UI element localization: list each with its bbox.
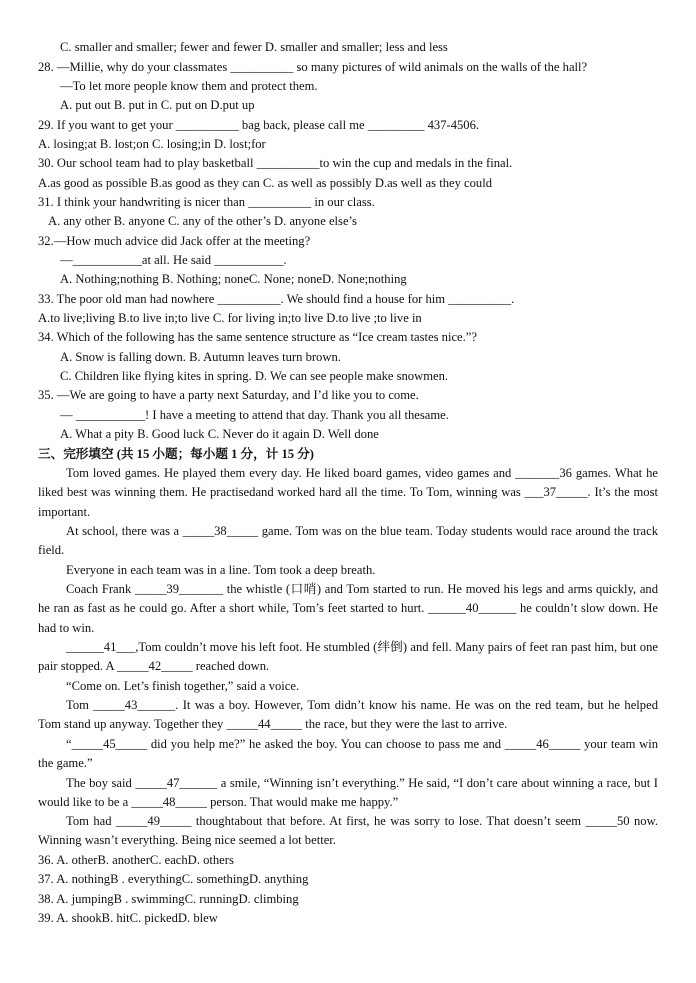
passage-paragraph-3: Everyone in each team was in a line. Tom took a deep breath. — [66, 563, 376, 577]
question-33: 33. The poor old man had nowhere __________. We should find a house for him __________. — [38, 292, 515, 306]
question-28: 28. —Millie, why do your classmates __________ so many pictures of wild animals on the walls of the hall? — [38, 60, 588, 74]
question-39-options: 39. A. shookB. hitC. pickedD. blew — [38, 911, 218, 925]
question-31: 31. I think your handwriting is nicer than __________ in our class. — [38, 195, 375, 209]
passage-paragraph-4: Coach Frank _____39_______ the whistle (口哨) and Tom started to run. He moved his legs and arms quickly, and he ran as fast as he could go. After a short while, Tom’s feet started to hurt. ______40______ he couldn’t slow down. He had to win. — [38, 582, 658, 635]
question-33-options: A.to live;living B.to live in;to live C. for living in;to live D.to live ;to live in — [38, 311, 422, 325]
question-35-options: A. What a pity B. Good luck C. Never do it again D. Well done — [60, 427, 379, 441]
question-35: 35. —We are going to have a party next Saturday, and I’d like you to come. — [38, 388, 419, 402]
passage-paragraph-10: Tom had _____49_____ thoughtabout that before. At first, he was sorry to lose. That doesn’t seem _____50 now. Winning wasn’t everything. Being nice seemed a lot better. — [38, 814, 658, 848]
passage-paragraph-2: At school, there was a _____38_____ game. Tom was on the blue team. Today students would race around the track field. — [38, 524, 658, 558]
question-38-options: 38. A. jumpingB . swimmingC. runningD. climbing — [38, 892, 299, 906]
passage-paragraph-7: Tom _____43______. It was a boy. However, Tom didn’t know his name. He was on the red team, but he helped Tom stand up anyway. Together they _____44_____ the race, but they were the last to arrive. — [38, 698, 658, 732]
question-32-reply: —___________at all. He said ___________. — [60, 253, 287, 267]
question-37-options: 37. A. nothingB . everythingC. somethingD. anything — [38, 872, 309, 886]
question-32: 32.—How much advice did Jack offer at the meeting? — [38, 234, 311, 248]
question-36-options: 36. A. otherB. anotherC. eachD. others — [38, 853, 234, 867]
passage-paragraph-6: “Come on. Let’s finish together,” said a voice. — [66, 679, 300, 693]
passage-paragraph-9: The boy said _____47______ a smile, “Winning isn’t everything.” He said, “I don’t care about winning a race, but I would like to be a _____48_____ person. That would make me happy.” — [38, 776, 658, 810]
question-29-options: A. losing;at B. lost;on C. losing;in D. lost;for — [38, 137, 266, 151]
question-31-options: A. any other B. anyone C. any of the other’s D. anyone else’s — [48, 214, 357, 228]
section-heading: 三、完形填空 (共 15 小题；每小题 1 分，计 15 分) — [38, 447, 315, 461]
question-32-options: A. Nothing;nothing B. Nothing; noneC. None; noneD. None;nothing — [60, 272, 407, 286]
question-30: 30. Our school team had to play basketball __________to win the cup and medals in the final. — [38, 156, 513, 170]
question-28-options: A. put out B. put in C. put on D.put up — [60, 98, 255, 112]
passage-paragraph-5: ______41___,Tom couldn’t move his left foot. He stumbled (绊倒) and fell. Many pairs of feet ran past him, but one pair stopped. A _____42_____ reached down. — [38, 640, 658, 674]
question-29: 29. If you want to get your __________ bag back, please call me _________ 437-4506. — [38, 118, 480, 132]
question-34-options-cd: C. Children like flying kites in spring. D. We can see people make snowmen. — [60, 369, 449, 383]
passage-paragraph-8: “_____45_____ did you help me?” he asked the boy. You can choose to pass me and _____46_____ your team win the game.” — [38, 737, 658, 771]
question-34: 34. Which of the following has the same sentence structure as “Ice cream tastes nice.”? — [38, 330, 477, 344]
question-30-options: A.as good as possible B.as good as they can C. as well as possibly D.as well as they could — [38, 176, 493, 190]
question-34-options-ab: A. Snow is falling down. B. Autumn leaves turn brown. — [60, 350, 341, 364]
question-35-reply: — ___________! I have a meeting to attend that day. Thank you all thesame. — [60, 408, 449, 422]
question-27-option-cd: C. smaller and smaller; fewer and fewer D. smaller and smaller; less and less — [60, 40, 448, 54]
question-28-reply: —To let more people know them and protect them. — [60, 79, 318, 93]
passage-paragraph-1: Tom loved games. He played them every day. He liked board games, video games and _______36 games. What he liked best was winning them. He practisedand worked hard all the time. To Tom, winning was ___37_____. It’s the most important. — [38, 466, 658, 519]
